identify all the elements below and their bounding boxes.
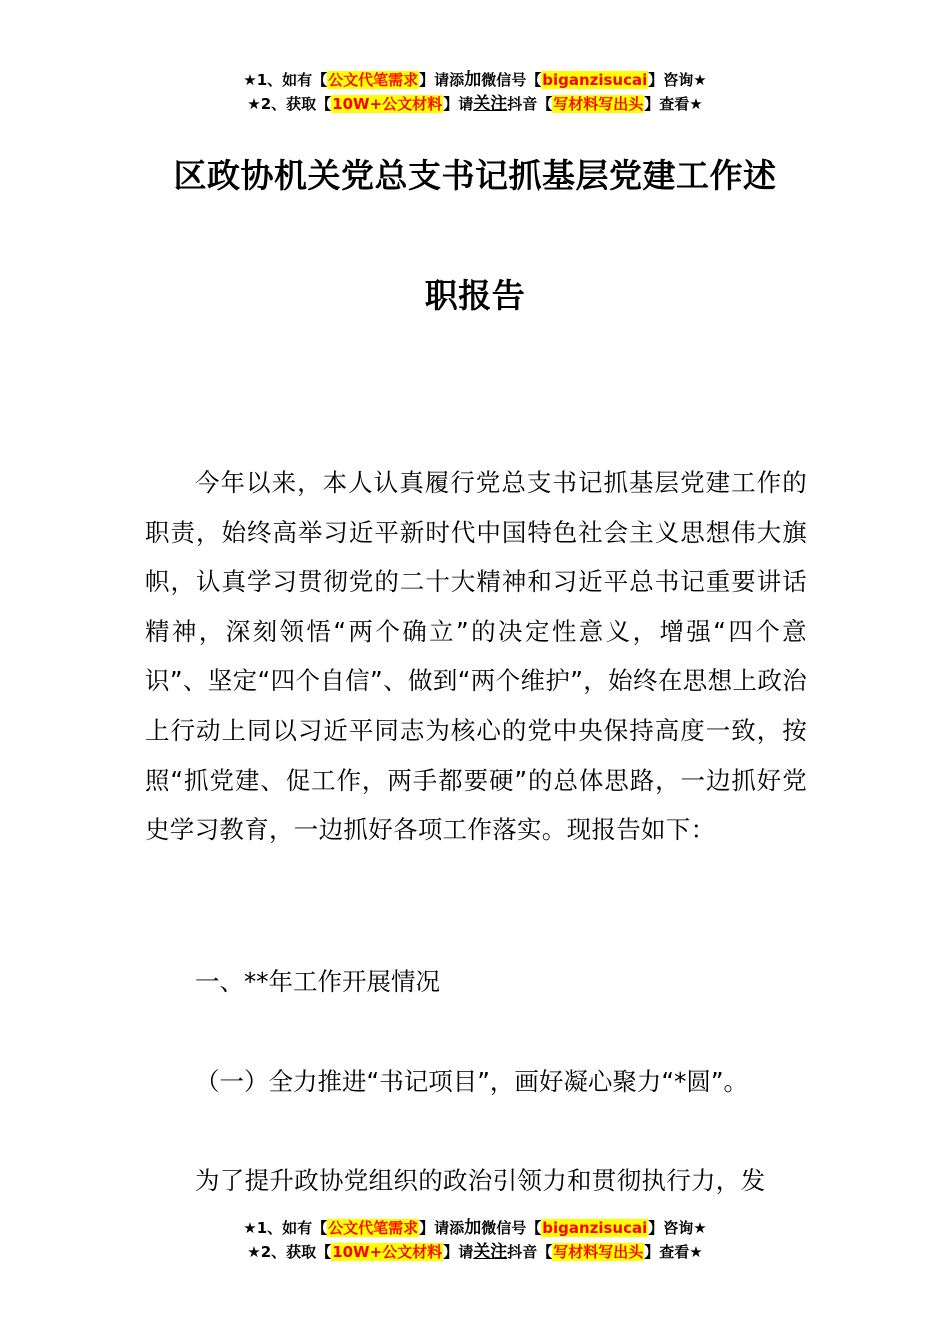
banner-emphasis: 加 <box>464 70 482 90</box>
document-title: 区政协机关党总支书记抓基层党建工作述 <box>173 156 777 195</box>
banner-line-1 <box>0 1216 950 1240</box>
top-banner <box>0 68 950 116</box>
banner-text: 】查看★ <box>644 1243 703 1261</box>
banner-line-2 <box>0 1240 950 1264</box>
highlight-douyin: 写材料写出头 <box>553 1243 644 1261</box>
banner-text: 】请 <box>443 1243 474 1261</box>
section-heading: 一、**年工作开展情况 <box>195 967 440 996</box>
body-paragraph: 为了提升政协党组织的政治引领力和贯彻执行力，发 <box>195 1166 766 1195</box>
banner-emphasis: 加 <box>464 1218 482 1238</box>
banner-text: 抖音【 <box>507 1243 553 1261</box>
intro-paragraph: 今年以来，本人认真履行党总支书记抓基层党建工作的职责，始终高举习近平新时代中国特色社会主义思想伟大旗帜，认真学习贯彻党的二十大精神和习近平总书记重要讲话精神，深刻领悟“两个确立”的决定性意义，增强“四个意识”、坚定“四个自信”、做到“两个维护”，始终在思想上政治上行动上同以习近平同志为核心的党中央保持高度一致，按照“抓党建、促工作，两手都要硬”的总体思路，一边抓好党史学习教育，一边抓好各项工作落实。现报告如下： <box>145 468 807 845</box>
highlight-service: 公文代笔需求 <box>328 71 419 89</box>
banner-text: ★1、如有【 <box>243 71 328 89</box>
banner-text: 】咨询★ <box>648 71 707 89</box>
subsection-heading: （一）全力推进“书记项目”，画好凝心聚力“*圆”。 <box>195 1067 749 1096</box>
banner-text: 】咨询★ <box>648 1219 707 1237</box>
highlight-douyin: 写材料写出头 <box>553 95 644 113</box>
highlight-wechat-id: biganzisucai <box>542 1219 648 1237</box>
bottom-banner <box>0 1216 950 1264</box>
banner-emphasis: 关注 <box>473 1242 508 1262</box>
banner-text: ★1、如有【 <box>243 1219 328 1237</box>
highlight-materials: 10W+公文材料 <box>332 95 443 113</box>
banner-text: 抖音【 <box>507 95 553 113</box>
highlight-materials: 10W+公文材料 <box>332 1243 443 1261</box>
banner-text: ★2、获取【 <box>247 95 332 113</box>
banner-line-2 <box>0 92 950 116</box>
banner-text: 】请添 <box>419 71 465 89</box>
banner-line-1 <box>0 68 950 92</box>
banner-text: 】请 <box>443 95 474 113</box>
banner-text: 微信号【 <box>481 71 542 89</box>
document-title-continued: 职报告 <box>424 276 526 315</box>
banner-text: 微信号【 <box>481 1219 542 1237</box>
banner-text: 】查看★ <box>644 95 703 113</box>
highlight-service: 公文代笔需求 <box>328 1219 419 1237</box>
banner-text: ★2、获取【 <box>247 1243 332 1261</box>
banner-emphasis: 关注 <box>473 94 508 114</box>
highlight-wechat-id: biganzisucai <box>542 71 648 89</box>
banner-text: 】请添 <box>419 1219 465 1237</box>
